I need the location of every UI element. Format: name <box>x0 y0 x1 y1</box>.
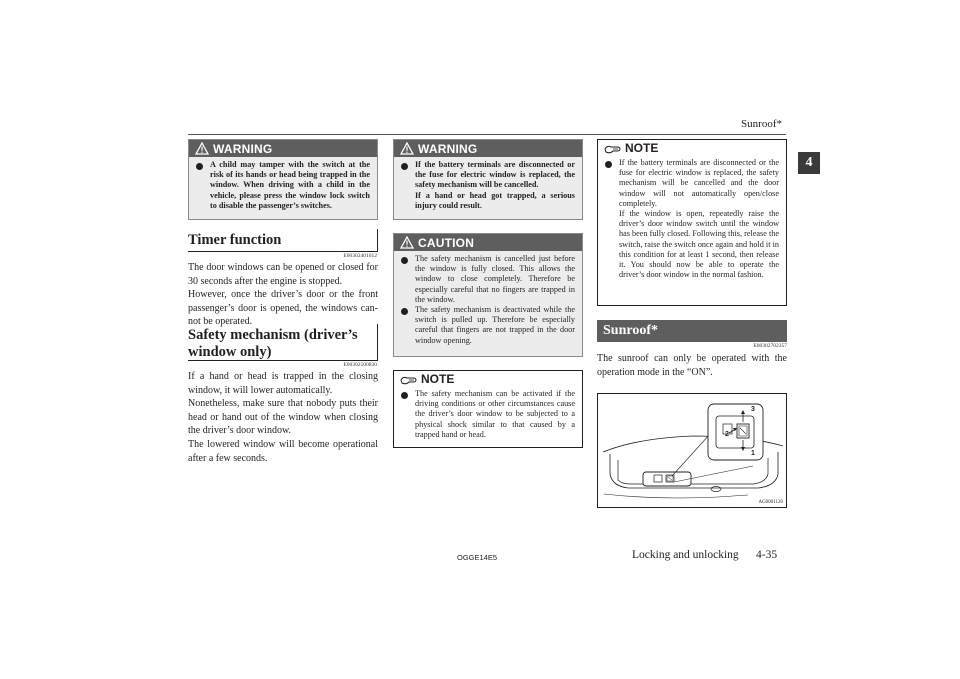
note-box-battery <box>597 139 787 306</box>
warning-header <box>189 140 377 157</box>
warning-text: A child may tamper with the switch at the risk of its hands or head being trapped in the window. When driving with a child in the vehicle, please press the window lock switch to disable the passenger’s switches. <box>210 160 370 210</box>
caution-header <box>394 234 582 251</box>
section-title-line-1: Safety mechanism (driver’s <box>188 327 358 343</box>
document-code: OGGE14E5 <box>457 553 498 562</box>
section-code: E00302500830 <box>343 362 377 368</box>
section-title-timer-function: Timer function <box>188 232 282 248</box>
section-code: E00302702357 <box>753 343 787 349</box>
warning-label: WARNING <box>213 141 273 156</box>
warning-box-child <box>188 139 378 220</box>
section-title-sunroof: Sunroof* <box>597 320 787 342</box>
warning-label: WARNING <box>418 141 478 156</box>
callout-3: 3 <box>751 406 755 413</box>
safety-paragraph-1: If a hand or head is trapped in the closing window, it will lower automatically. <box>188 371 378 396</box>
sunroof-switch-illustration <box>598 394 786 507</box>
heading-rule-bottom <box>188 360 378 361</box>
caution-text-1: The safety mechanism is cancelled just before the window is fully closed. This allows the window to close completely. Therefore be especially careful that no fingers are trapped in the window. <box>415 254 575 304</box>
running-header-title: Sunroof* <box>741 118 782 130</box>
footer-section-name: Locking and unlocking <box>632 549 739 561</box>
callout-2: 2 <box>725 431 729 438</box>
warning-text-line-1: If the battery terminals are disconnected or the fuse for electric window is replaced, the safety mechanism will be cancelled. <box>415 160 575 190</box>
note-header <box>394 371 582 387</box>
warning-text-line-2: If a hand or head got trapped, a serious injury could result. <box>415 190 575 210</box>
warning-item <box>401 160 575 191</box>
caution-item <box>401 254 575 305</box>
note-text-line-2: If the window is open, repeatedly raise the driver’s door window switch until the window has been fully closed. Following this, release the switch, raise the switch once again and hold it in this condition for at least 1 second, then release it. You should now be able to operate the driver’s door window in the normal fashion. <box>619 209 779 280</box>
warning-triangle-icon <box>195 142 209 155</box>
note-item <box>401 389 575 440</box>
caution-box <box>393 233 583 357</box>
warning-item <box>196 160 370 211</box>
section-title-line-2: window only) <box>188 344 272 360</box>
caution-text-2: The safety mechanism is deactivated while the switch is pulled up. Therefore be especially careful that fingers are not trapped in the door window opening. <box>415 305 575 345</box>
note-label: NOTE <box>625 141 659 155</box>
note-item <box>605 158 779 209</box>
safety-paragraph-2: Nonetheless, make sure that nobody puts their head or hand out of the window when closing the driver’s door window. <box>188 398 378 436</box>
safety-paragraph-3: The lowered window will become operational after a few seconds. <box>188 439 378 464</box>
section-title-safety-mechanism <box>188 327 358 361</box>
heading-rule-bottom <box>188 251 378 252</box>
timer-paragraph-1: The door windows can be opened or closed for 30 seconds after the engine is stopped. <box>188 262 378 287</box>
warning-header <box>394 140 582 157</box>
note-text: The safety mechanism can be activated if the driving conditions or other circumstances cause the driver’s door window to be subjected to a physical shock similar to that caused by a trapped hand or head. <box>415 389 575 439</box>
bullet-icon <box>401 308 408 315</box>
note-label: NOTE <box>421 372 455 386</box>
section-code: E00302401012 <box>343 253 377 259</box>
caution-triangle-icon <box>400 236 414 249</box>
note-box-safety <box>393 370 583 448</box>
timer-paragraph-2: However, once the driver’s door or the front passenger’s door is opened, the windows cannot be operated. <box>188 289 378 327</box>
warning-box-battery <box>393 139 583 220</box>
note-hand-icon <box>604 142 622 155</box>
page-number: 4-35 <box>756 549 778 561</box>
sunroof-paragraph: The sunroof can only be operated with the operation mode in the “ON”. <box>597 353 787 378</box>
heading-rule-vertical <box>377 324 378 360</box>
heading-rule-vertical <box>377 229 378 251</box>
sunroof-switch-figure <box>597 393 787 508</box>
chapter-tab: 4 <box>798 152 820 174</box>
note-hand-icon <box>400 373 418 386</box>
warning-triangle-icon <box>400 142 414 155</box>
bullet-icon <box>401 392 408 399</box>
note-header <box>598 140 786 156</box>
callout-1: 1 <box>751 450 755 457</box>
figure-code: AG0001120 <box>758 500 783 505</box>
note-text-line-1: If the battery terminals are disconnected or the fuse for electric window is replaced, the safety mechanism will be cancelled and the door window will not automatically open/close completely. <box>619 158 779 208</box>
bullet-icon <box>401 257 408 264</box>
bullet-icon <box>605 161 612 168</box>
bullet-icon <box>196 163 203 170</box>
bullet-icon <box>401 163 408 170</box>
caution-item <box>401 305 575 346</box>
header-rule <box>188 134 786 135</box>
caution-label: CAUTION <box>418 235 475 250</box>
